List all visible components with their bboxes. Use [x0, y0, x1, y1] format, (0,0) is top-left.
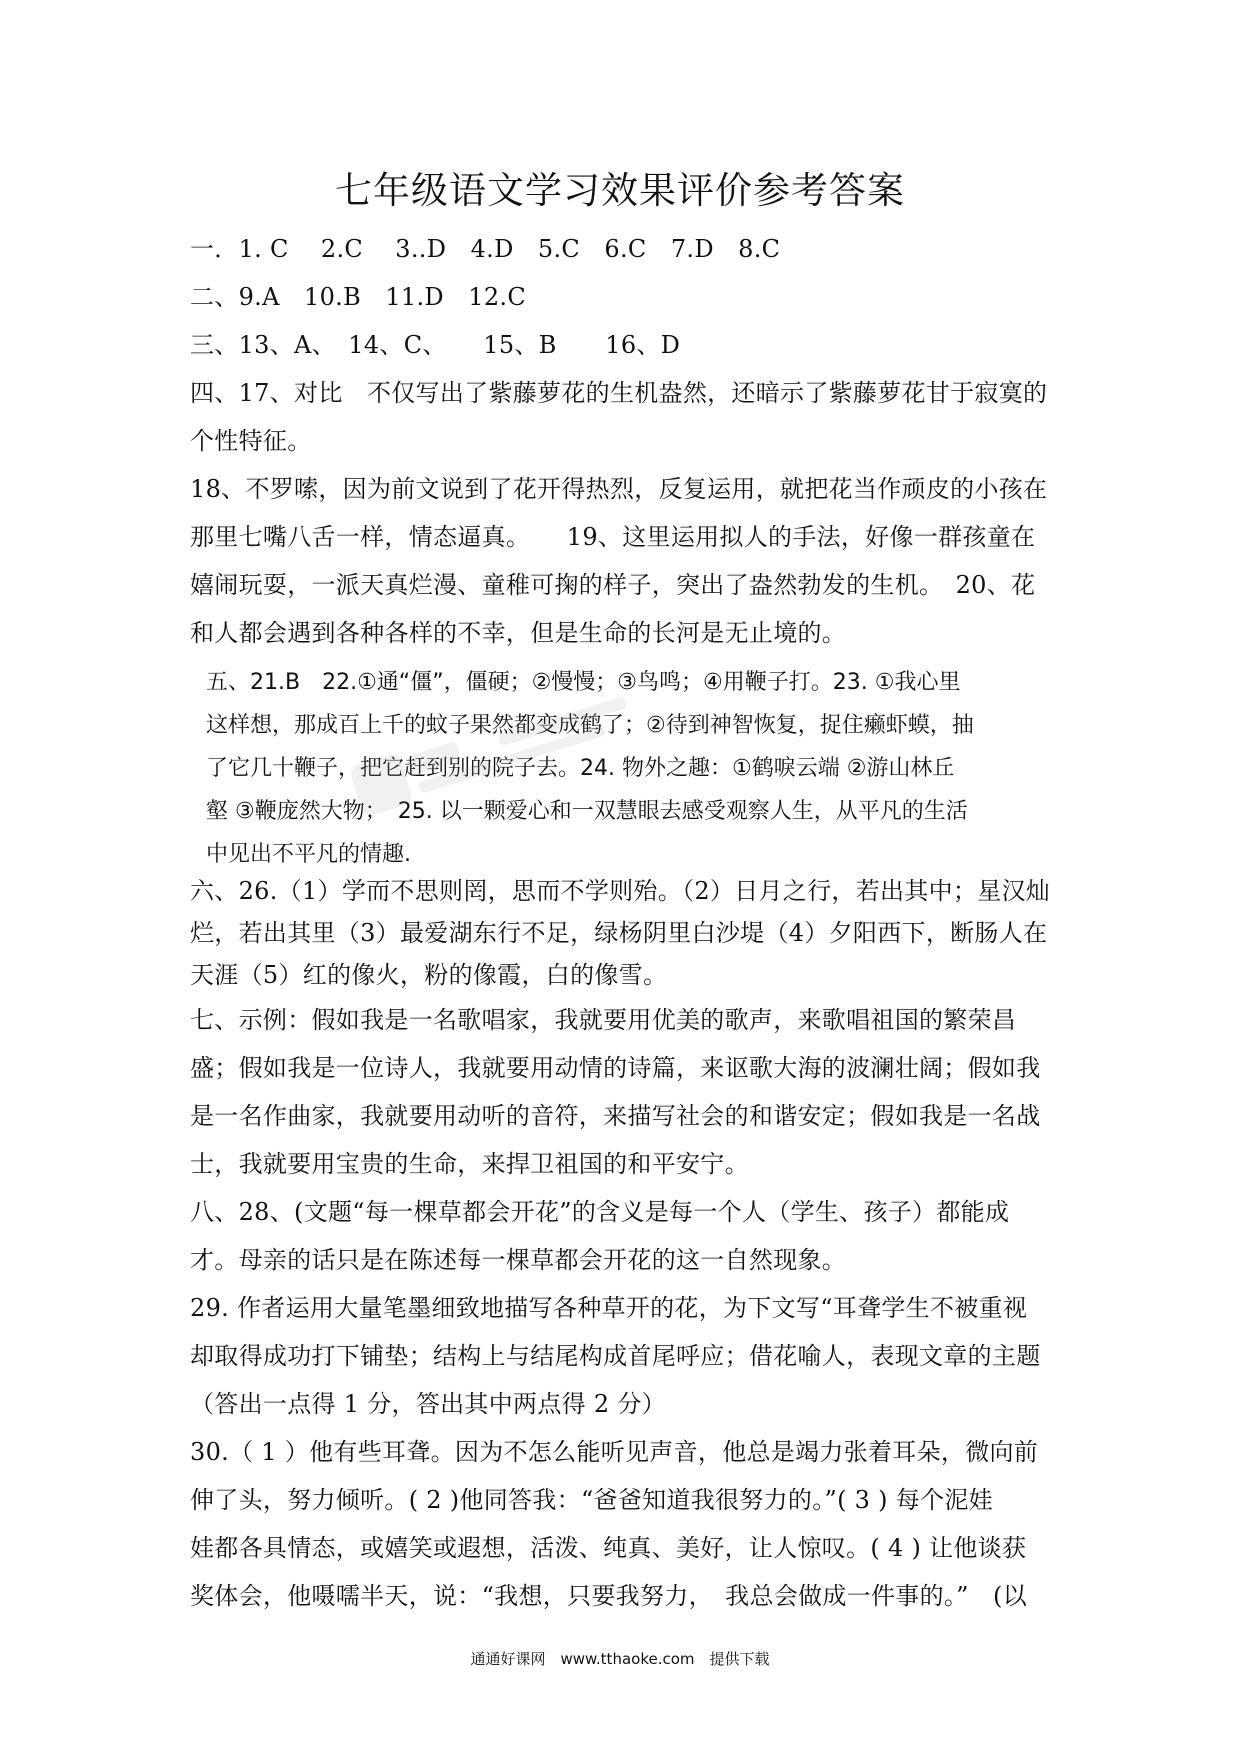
answer-line-3: 三、13、A、 14、C、 15、B 16、D — [190, 331, 681, 359]
download-footer: 通通好课网 www.tthaoke.com 提供下载 — [470, 1650, 770, 1668]
section-five-line-4: 壑 ③鞭庞然大物； 25. 以一颗爱心和一双慧眼去感受观察人生，从平凡的生活 — [206, 799, 968, 824]
answer-line-5: 个性特征。 — [190, 427, 312, 455]
section-five-block — [206, 661, 1026, 876]
answer-lower-line-5: 八、28、(文题“每一棵草都会开花”的含义是每一个人（学生、孩子）都能成 — [190, 1198, 1010, 1226]
answer-line-9: 和人都会遇到各种各样的不幸，但是生命的长河是无止境的。 — [190, 619, 847, 647]
answer-lower-line-7: 29. 作者运用大量笔墨细致地描写各种草开的花，为下文写“耳聋学生不被重视 — [190, 1294, 1028, 1322]
answer-line-2: 二、9.A 10.B 11.D 12.C — [190, 283, 526, 311]
answer-lower-line-12: 娃都各具情态，或嬉笑或遐想，活泼、纯真、美好，让人惊叹。( 4 ) 让他谈获 — [190, 1534, 1027, 1562]
answer-lower-line-3: 是一名作曲家，我就要用动听的音符，来描写社会的和谐安定；假如我是一名战 — [190, 1102, 1041, 1130]
section-five-line-1: 五、21.B 22.①通“僵”，僵硬；②慢慢；③鸟鸣；④用鞭子打。23. ①我心里 — [206, 670, 961, 695]
section-six-line-1: 六、26.（1）学而不思则罔，思而不学则殆。（2）日月之行，若出其中；星汉灿 — [190, 877, 1051, 905]
answer-lower-line-8: 却取得成功打下铺垫；结构上与结尾构成首尾呼应；借花喻人，表现文章的主题 — [190, 1342, 1041, 1370]
section-five-line-5: 中见出不平凡的情趣. — [206, 842, 411, 867]
answer-line-8: 嬉闹玩耍，一派天真烂漫、童稚可掬的样子，突出了盎然勃发的生机。 20、花 — [190, 571, 1036, 599]
answer-lower-line-13: 奖体会，他嗫嚅半天，说：“我想，只要我努力， 我总会做成一件事的。” (以 — [190, 1582, 1027, 1610]
answer-lower-line-10: 30.（ 1 ）他有些耳聋。因为不怎么能听见声音，他总是竭力张着耳朵，微向前 — [190, 1438, 1039, 1466]
answer-line-7: 那里七嘴八舌一样，情态逼真。 19、这里运用拟人的手法，好像一群孩童在 — [190, 523, 1036, 551]
answer-line-1: 一．1. C 2.C 3..D 4.D 5.C 6.C 7.D 8.C — [190, 235, 781, 263]
page-title: 七年级语文学习效果评价参考答案 — [335, 169, 905, 212]
section-six-line-3: 天涯（5）红的像火，粉的像霞，白的像雪。 — [190, 961, 668, 989]
answer-lower-line-9: （答出一点得 1 分，答出其中两点得 2 分） — [190, 1390, 666, 1418]
answer-line-4: 四、17、对比 不仅写出了紫藤萝花的生机盎然，还暗示了紫藤萝花甘于寂寞的 — [190, 379, 1048, 407]
answer-lower-line-1: 七、示例：假如我是一名歌唱家，我就要用优美的歌声，来歌唱祖国的繁荣昌 — [190, 1006, 1017, 1034]
answers-lower-block — [190, 870, 1060, 1620]
section-six-line-2: 烂，若出其里（3）最爱湖东行不足，绿杨阴里白沙堤（4）夕阳西下，断肠人在 — [190, 919, 1048, 947]
section-five-line-3: 了它几十鞭子，把它赶到别的院子去。24. 物外之趣：①鹤唳云端 ②游山林丘 — [206, 756, 955, 781]
section-five-line-2: 这样想，那成百上千的蚊子果然都变成鹤了；②待到神智恢复，捉住癞虾蟆，抽 — [206, 713, 974, 738]
answers-upper-block — [190, 225, 1060, 657]
answer-lower-line-4: 士，我就要用宝贵的生命，来捍卫祖国的和平安宁。 — [190, 1150, 749, 1178]
answer-line-6: 18、不罗嗦，因为前文说到了花开得热烈，反复运用，就把花当作顽皮的小孩在 — [190, 475, 1048, 503]
answer-lower-line-2: 盛；假如我是一位诗人，我就要用动情的诗篇，来讴歌大海的波澜壮阔；假如我 — [190, 1054, 1041, 1082]
answer-lower-line-11: 伸了头，努力倾听。( 2 )他同答我：“爸爸知道我很努力的。”( 3 ) 每个泥娃 — [190, 1486, 993, 1514]
answer-lower-line-6: 才。母亲的话只是在陈述每一棵草都会开花的这一自然现象。 — [190, 1246, 847, 1274]
